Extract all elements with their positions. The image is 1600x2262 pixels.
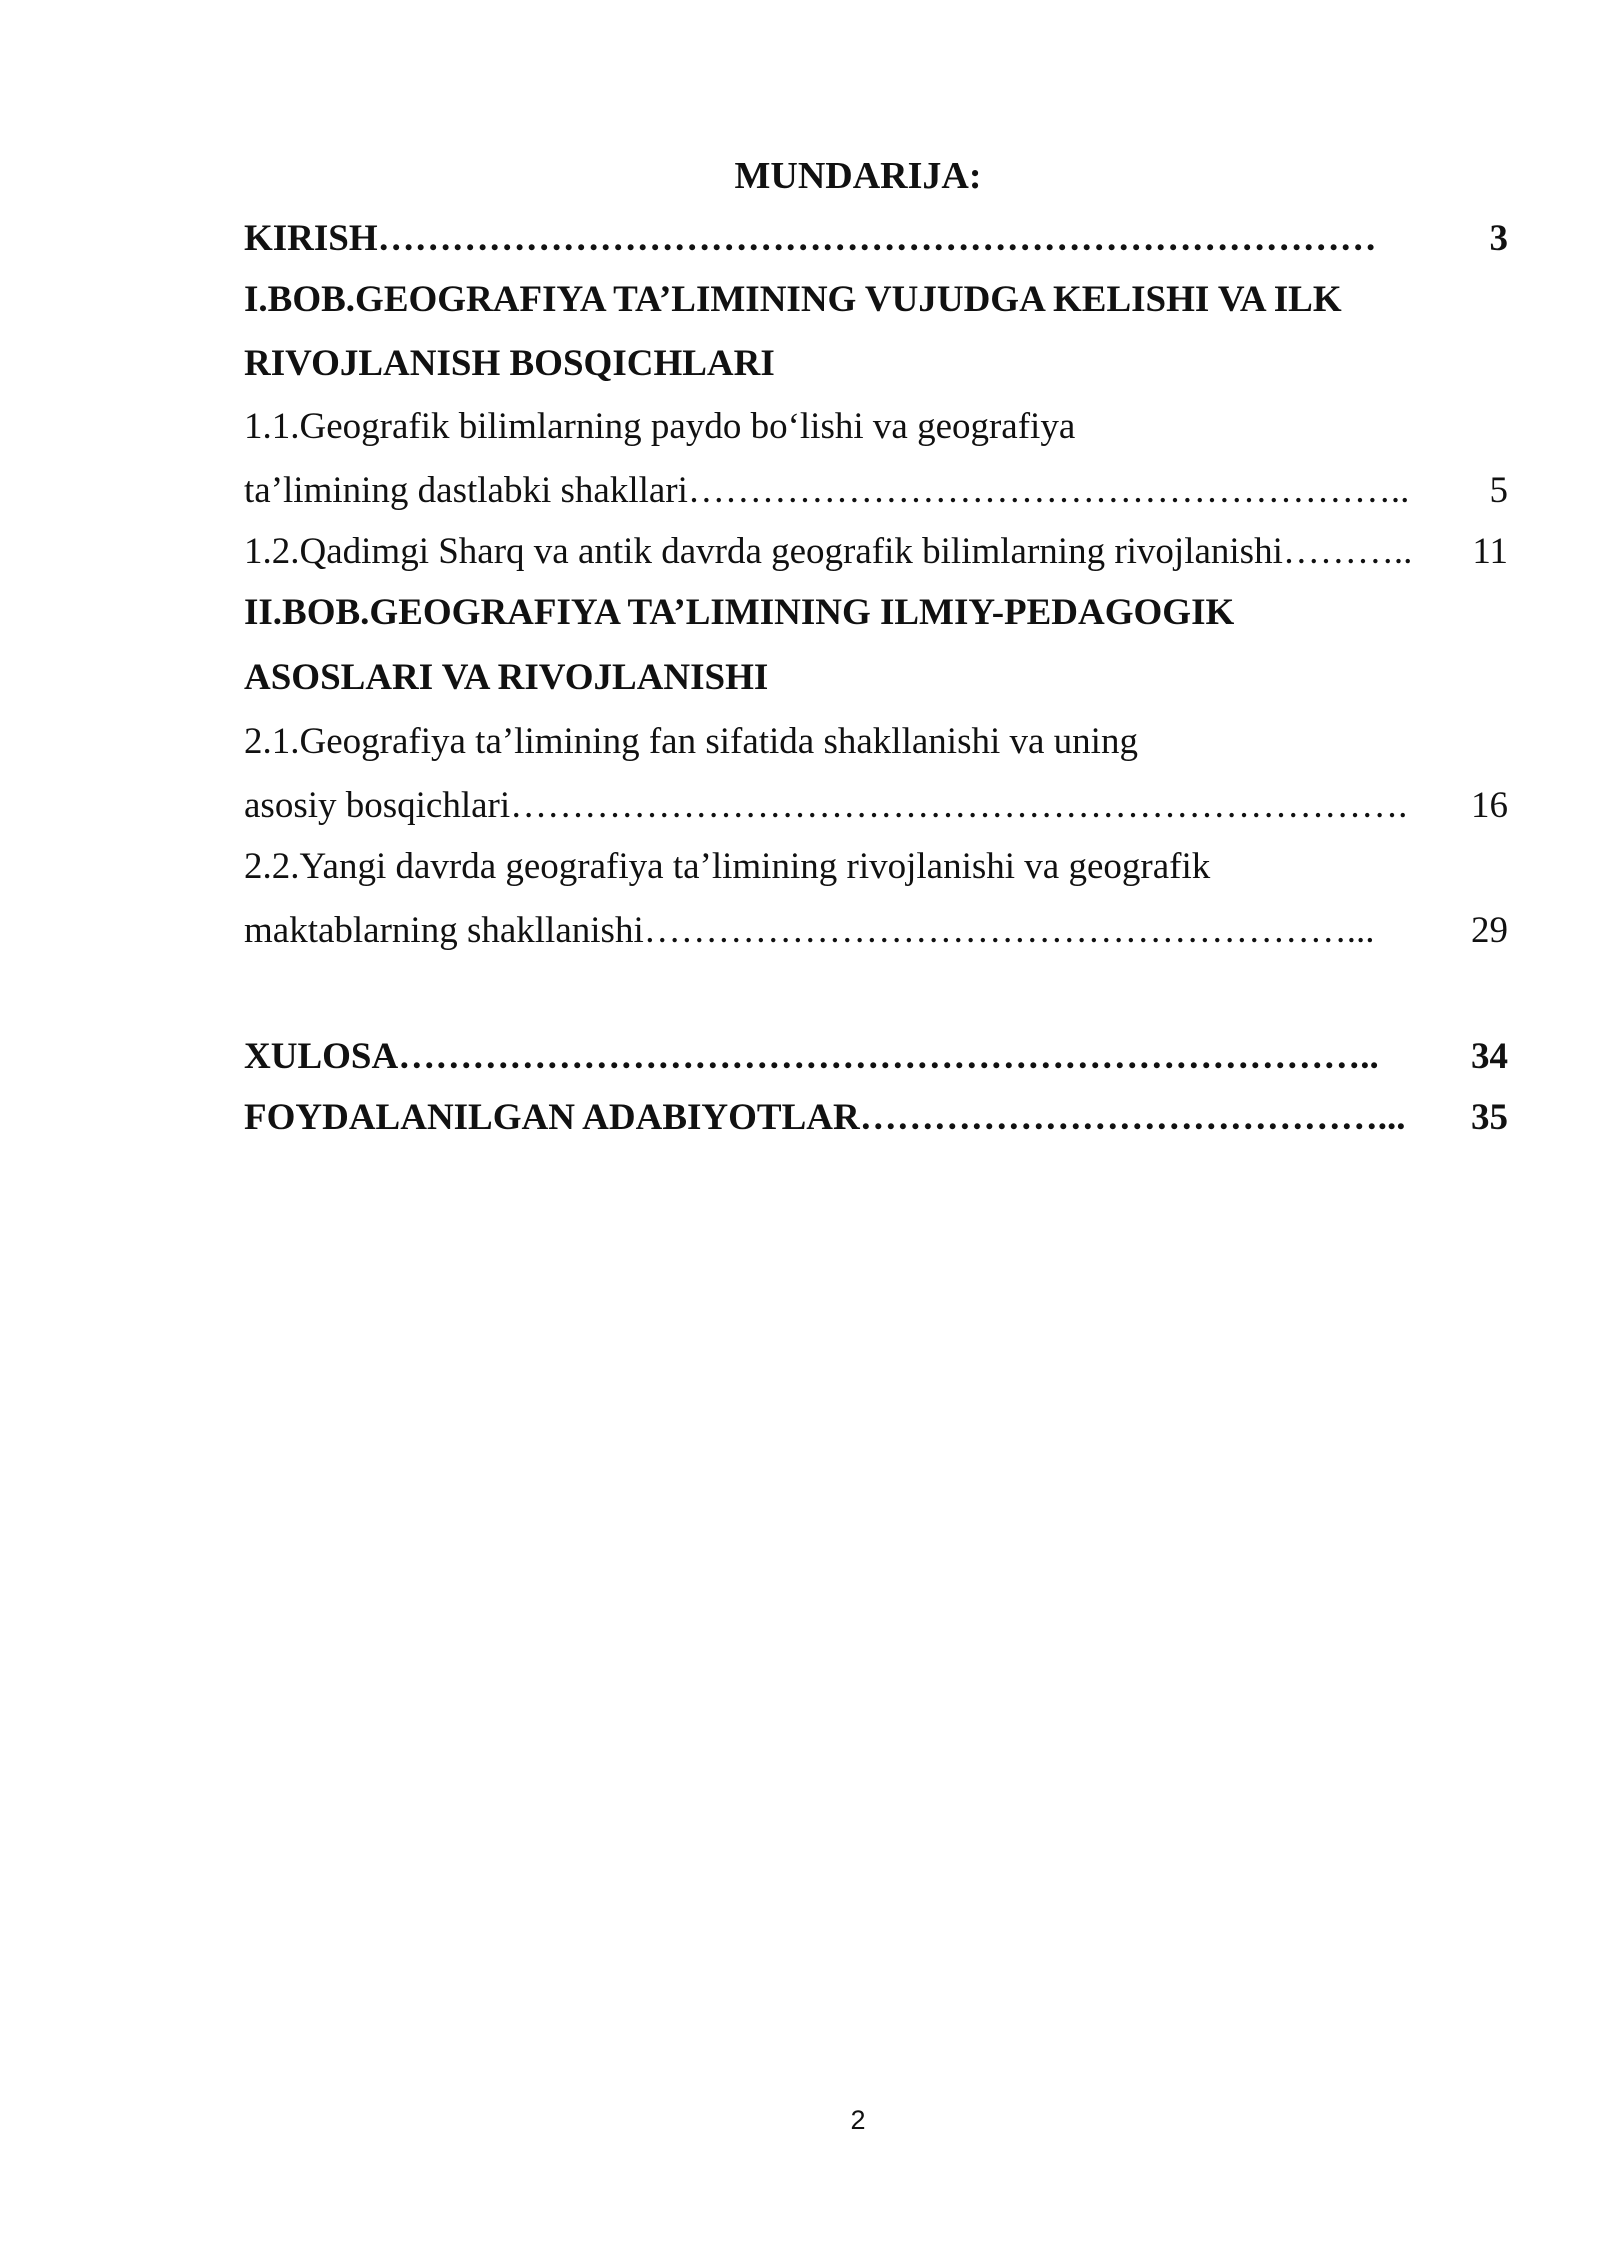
page-title: MUNDARIJA: (734, 155, 982, 197)
toc-section-1-2: 1.2.Qadimgi Sharq va antik davrda geografik bilimlarning rivojlanishi……….. (244, 531, 1413, 572)
toc-chapter-2-title-line-1: II.BOB.GEOGRAFIYA TA’LIMINING ILMIY-PEDAGOGIK (244, 592, 1235, 633)
toc-entry-kirish: KIRISH……………………………………………………………………… (244, 218, 1377, 259)
toc-section-2-1-line-1: 2.1.Geografiya ta’limining fan sifatida shakllanishi va uning (244, 721, 1138, 762)
toc-chapter-2-title-line-2: ASOSLARI VA RIVOJLANISHI (244, 657, 769, 698)
toc-section-2-1-line-2: asosiy bosqichlari………………………………………………………………. (244, 785, 1408, 826)
toc-page-section-2-2: 29 (1471, 910, 1508, 951)
toc-page-section-2-1: 16 (1471, 785, 1508, 826)
toc-section-2-2-line-2: maktablarning shakllanishi…………………………………………………... (244, 910, 1375, 951)
toc-entry-xulosa: XULOSA…………………………………………………………………….. (244, 1036, 1379, 1077)
toc-chapter-1-title-line-1: I.BOB.GEOGRAFIYA TA’LIMINING VUJUDGA KELISHI VA ILK (244, 279, 1342, 320)
toc-page-section-1-1: 5 (1489, 470, 1508, 511)
toc-page-kirish: 3 (1489, 218, 1508, 259)
toc-section-1-1-line-1: 1.1.Geografik bilimlarning paydo bo‘lishi va geografiya (244, 406, 1076, 447)
footer-page-number: 2 (850, 2105, 866, 2135)
toc-chapter-1-title-line-2: RIVOJLANISH BOSQICHLARI (244, 343, 775, 384)
toc-page-xulosa: 34 (1471, 1036, 1508, 1077)
toc-entry-adabiyotlar: FOYDALANILGAN ADABIYOTLAR……………………………………... (244, 1097, 1406, 1138)
toc-page-section-1-2: 11 (1472, 531, 1508, 572)
toc-section-1-1-line-2: ta’limining dastlabki shakllari………………………………………………….. (244, 470, 1410, 511)
toc-page-adabiyotlar: 35 (1471, 1097, 1508, 1138)
toc-section-2-2-line-1: 2.2.Yangi davrda geografiya ta’limining rivojlanishi va geografik (244, 846, 1211, 887)
